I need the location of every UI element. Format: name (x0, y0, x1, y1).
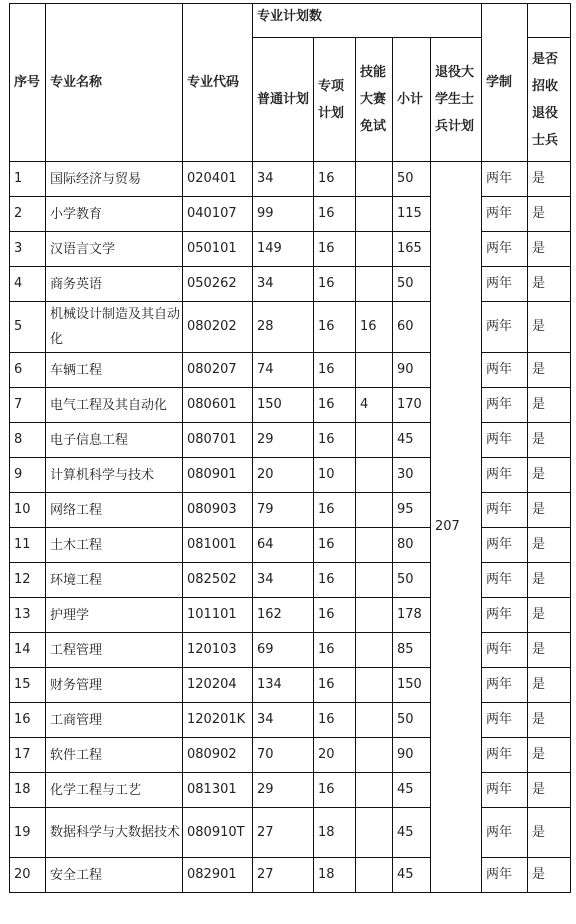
cell-major-name: 化学工程与工艺 (46, 773, 183, 808)
cell-major-code: 020401 (183, 162, 253, 197)
cell-seq: 16 (10, 703, 46, 738)
cell-recruit-veterans: 是 (528, 703, 571, 738)
cell-major-name: 财务管理 (46, 668, 183, 703)
table-row (10, 738, 571, 773)
cell-recruit-veterans: 是 (528, 598, 571, 633)
cell-special-plan: 10 (314, 458, 356, 493)
cell-skill-exempt: 4 (356, 388, 393, 423)
cell-general-plan: 34 (253, 563, 314, 598)
cell-major-code: 080910T (183, 808, 253, 858)
cell-major-name: 小学教育 (46, 197, 183, 232)
cell-recruit-veterans: 是 (528, 197, 571, 232)
cell-major-code: 082502 (183, 563, 253, 598)
cell-skill-exempt (356, 668, 393, 703)
cell-major-name: 网络工程 (46, 493, 183, 528)
cell-subtotal: 95 (393, 493, 431, 528)
cell-duration: 两年 (482, 808, 528, 858)
cell-skill-exempt (356, 267, 393, 302)
cell-seq: 10 (10, 493, 46, 528)
cell-general-plan: 134 (253, 668, 314, 703)
cell-skill-exempt (356, 808, 393, 858)
cell-duration: 两年 (482, 353, 528, 388)
table-row (10, 232, 571, 267)
cell-subtotal: 150 (393, 668, 431, 703)
cell-general-plan: 150 (253, 388, 314, 423)
cell-major-code: 050101 (183, 232, 253, 267)
table-wrapper (9, 3, 571, 893)
header-skill-exempt: 技能大赛免试 (356, 38, 393, 162)
cell-skill-exempt (356, 528, 393, 563)
cell-skill-exempt (356, 633, 393, 668)
cell-subtotal: 165 (393, 232, 431, 267)
cell-general-plan: 64 (253, 528, 314, 563)
cell-special-plan: 16 (314, 423, 356, 458)
cell-skill-exempt (356, 353, 393, 388)
cell-major-name: 数据科学与大数据技术 (46, 808, 183, 858)
cell-duration: 两年 (482, 528, 528, 563)
cell-special-plan: 16 (314, 668, 356, 703)
table-row (10, 528, 571, 563)
table-row (10, 388, 571, 423)
cell-skill-exempt (356, 598, 393, 633)
cell-recruit-veterans: 是 (528, 353, 571, 388)
cell-major-code: 080902 (183, 738, 253, 773)
cell-special-plan: 18 (314, 858, 356, 893)
cell-duration: 两年 (482, 197, 528, 232)
cell-special-plan: 18 (314, 808, 356, 858)
cell-skill-exempt (356, 493, 393, 528)
cell-veteran-plan-total: 207 (431, 162, 482, 893)
cell-subtotal: 50 (393, 162, 431, 197)
cell-major-name: 环境工程 (46, 563, 183, 598)
cell-duration: 两年 (482, 493, 528, 528)
cell-major-code: 050262 (183, 267, 253, 302)
cell-major-name: 电子信息工程 (46, 423, 183, 458)
cell-recruit-veterans: 是 (528, 773, 571, 808)
cell-seq: 7 (10, 388, 46, 423)
cell-special-plan: 16 (314, 162, 356, 197)
cell-duration: 两年 (482, 267, 528, 302)
cell-special-plan: 16 (314, 493, 356, 528)
cell-skill-exempt: 16 (356, 302, 393, 353)
cell-duration: 两年 (482, 388, 528, 423)
cell-skill-exempt (356, 232, 393, 267)
cell-general-plan: 34 (253, 162, 314, 197)
cell-seq: 12 (10, 563, 46, 598)
cell-seq: 14 (10, 633, 46, 668)
table-header (10, 4, 571, 162)
header-general-plan: 普通计划 (253, 38, 314, 162)
cell-major-name: 安全工程 (46, 858, 183, 893)
cell-skill-exempt (356, 563, 393, 598)
cell-subtotal: 90 (393, 353, 431, 388)
cell-recruit-veterans: 是 (528, 162, 571, 197)
cell-duration: 两年 (482, 563, 528, 598)
cell-special-plan: 16 (314, 703, 356, 738)
cell-seq: 19 (10, 808, 46, 858)
cell-duration: 两年 (482, 738, 528, 773)
cell-major-code: 080701 (183, 423, 253, 458)
cell-special-plan: 16 (314, 633, 356, 668)
cell-major-code: 080202 (183, 302, 253, 353)
table-body (10, 162, 571, 893)
cell-duration: 两年 (482, 858, 528, 893)
cell-major-code: 101101 (183, 598, 253, 633)
cell-general-plan: 162 (253, 598, 314, 633)
cell-duration: 两年 (482, 232, 528, 267)
cell-special-plan: 16 (314, 232, 356, 267)
cell-subtotal: 50 (393, 703, 431, 738)
cell-skill-exempt (356, 773, 393, 808)
cell-seq: 20 (10, 858, 46, 893)
cell-major-code: 080903 (183, 493, 253, 528)
cell-subtotal: 178 (393, 598, 431, 633)
cell-duration: 两年 (482, 703, 528, 738)
cell-subtotal: 45 (393, 858, 431, 893)
cell-major-code: 120204 (183, 668, 253, 703)
cell-recruit-veterans: 是 (528, 738, 571, 773)
cell-subtotal: 115 (393, 197, 431, 232)
cell-special-plan: 16 (314, 302, 356, 353)
cell-general-plan: 149 (253, 232, 314, 267)
cell-skill-exempt (356, 738, 393, 773)
cell-recruit-veterans: 是 (528, 633, 571, 668)
cell-subtotal: 90 (393, 738, 431, 773)
cell-duration: 两年 (482, 773, 528, 808)
cell-skill-exempt (356, 858, 393, 893)
cell-special-plan: 16 (314, 563, 356, 598)
cell-general-plan: 20 (253, 458, 314, 493)
cell-major-code: 120201K (183, 703, 253, 738)
cell-seq: 18 (10, 773, 46, 808)
header-name: 专业名称 (46, 4, 183, 162)
table-row (10, 668, 571, 703)
cell-major-name: 汉语言文学 (46, 232, 183, 267)
header-veteran-plan: 退役大学生士兵计划 (431, 38, 482, 162)
table-row (10, 423, 571, 458)
table-row (10, 162, 571, 197)
table-row (10, 598, 571, 633)
cell-recruit-veterans: 是 (528, 563, 571, 598)
table-row (10, 197, 571, 232)
cell-special-plan: 16 (314, 773, 356, 808)
cell-subtotal: 60 (393, 302, 431, 353)
cell-skill-exempt (356, 197, 393, 232)
table-row (10, 353, 571, 388)
cell-general-plan: 27 (253, 808, 314, 858)
cell-subtotal: 170 (393, 388, 431, 423)
cell-duration: 两年 (482, 668, 528, 703)
cell-special-plan: 16 (314, 598, 356, 633)
table-row (10, 633, 571, 668)
cell-seq: 6 (10, 353, 46, 388)
table-row (10, 773, 571, 808)
cell-seq: 5 (10, 302, 46, 353)
cell-seq: 11 (10, 528, 46, 563)
header-duration: 学制 (482, 4, 528, 162)
cell-recruit-veterans: 是 (528, 388, 571, 423)
cell-general-plan: 99 (253, 197, 314, 232)
cell-major-code: 040107 (183, 197, 253, 232)
cell-general-plan: 27 (253, 858, 314, 893)
cell-subtotal: 30 (393, 458, 431, 493)
cell-seq: 4 (10, 267, 46, 302)
cell-recruit-veterans: 是 (528, 528, 571, 563)
cell-recruit-veterans: 是 (528, 458, 571, 493)
table-row (10, 267, 571, 302)
cell-subtotal: 50 (393, 267, 431, 302)
cell-major-name: 车辆工程 (46, 353, 183, 388)
cell-seq: 1 (10, 162, 46, 197)
cell-major-code: 080901 (183, 458, 253, 493)
cell-recruit-veterans: 是 (528, 232, 571, 267)
header-code: 专业代码 (183, 4, 253, 162)
cell-skill-exempt (356, 703, 393, 738)
cell-seq: 17 (10, 738, 46, 773)
cell-general-plan: 28 (253, 302, 314, 353)
cell-special-plan: 20 (314, 738, 356, 773)
cell-duration: 两年 (482, 598, 528, 633)
enrollment-plan-table (9, 3, 571, 893)
cell-duration: 两年 (482, 162, 528, 197)
cell-duration: 两年 (482, 302, 528, 353)
cell-seq: 2 (10, 197, 46, 232)
table-row (10, 563, 571, 598)
header-seq: 序号 (10, 4, 46, 162)
cell-recruit-veterans: 是 (528, 267, 571, 302)
cell-major-code: 120103 (183, 633, 253, 668)
cell-major-name: 土木工程 (46, 528, 183, 563)
cell-major-code: 080601 (183, 388, 253, 423)
header-subtotal: 小计 (393, 38, 431, 162)
cell-special-plan: 16 (314, 353, 356, 388)
cell-recruit-veterans: 是 (528, 302, 571, 353)
cell-recruit-veterans: 是 (528, 423, 571, 458)
table-row (10, 302, 571, 353)
header-plan-group: 专业计划数 (253, 4, 482, 38)
cell-general-plan: 29 (253, 423, 314, 458)
cell-major-code: 081301 (183, 773, 253, 808)
cell-major-name: 计算机科学与技术 (46, 458, 183, 493)
cell-subtotal: 45 (393, 773, 431, 808)
cell-subtotal: 45 (393, 423, 431, 458)
cell-major-name: 商务英语 (46, 267, 183, 302)
cell-seq: 13 (10, 598, 46, 633)
header-blank (528, 4, 571, 38)
cell-special-plan: 16 (314, 267, 356, 302)
header-recruit-veterans: 是否招收退役士兵 (528, 38, 571, 162)
cell-major-name: 电气工程及其自动化 (46, 388, 183, 423)
cell-major-name: 国际经济与贸易 (46, 162, 183, 197)
cell-duration: 两年 (482, 633, 528, 668)
cell-general-plan: 79 (253, 493, 314, 528)
cell-recruit-veterans: 是 (528, 493, 571, 528)
cell-general-plan: 29 (253, 773, 314, 808)
cell-special-plan: 16 (314, 388, 356, 423)
cell-skill-exempt (356, 162, 393, 197)
cell-major-name: 工程管理 (46, 633, 183, 668)
cell-general-plan: 34 (253, 703, 314, 738)
cell-special-plan: 16 (314, 528, 356, 563)
table-row (10, 493, 571, 528)
cell-general-plan: 70 (253, 738, 314, 773)
cell-major-code: 081001 (183, 528, 253, 563)
cell-general-plan: 74 (253, 353, 314, 388)
cell-general-plan: 69 (253, 633, 314, 668)
cell-special-plan: 16 (314, 197, 356, 232)
cell-general-plan: 34 (253, 267, 314, 302)
header-special-plan: 专项计划 (314, 38, 356, 162)
cell-recruit-veterans: 是 (528, 668, 571, 703)
cell-skill-exempt (356, 458, 393, 493)
cell-recruit-veterans: 是 (528, 858, 571, 893)
cell-subtotal: 45 (393, 808, 431, 858)
cell-seq: 8 (10, 423, 46, 458)
cell-duration: 两年 (482, 423, 528, 458)
table-row (10, 858, 571, 893)
cell-subtotal: 80 (393, 528, 431, 563)
cell-major-name: 机械设计制造及其自动化 (46, 302, 183, 353)
cell-duration: 两年 (482, 458, 528, 493)
cell-seq: 15 (10, 668, 46, 703)
cell-seq: 9 (10, 458, 46, 493)
cell-subtotal: 50 (393, 563, 431, 598)
cell-major-code: 082901 (183, 858, 253, 893)
cell-subtotal: 85 (393, 633, 431, 668)
cell-major-name: 护理学 (46, 598, 183, 633)
cell-major-code: 080207 (183, 353, 253, 388)
cell-major-name: 工商管理 (46, 703, 183, 738)
table-row (10, 703, 571, 738)
cell-skill-exempt (356, 423, 393, 458)
table-row (10, 808, 571, 858)
cell-recruit-veterans: 是 (528, 808, 571, 858)
cell-major-name: 软件工程 (46, 738, 183, 773)
cell-seq: 3 (10, 232, 46, 267)
table-row (10, 458, 571, 493)
